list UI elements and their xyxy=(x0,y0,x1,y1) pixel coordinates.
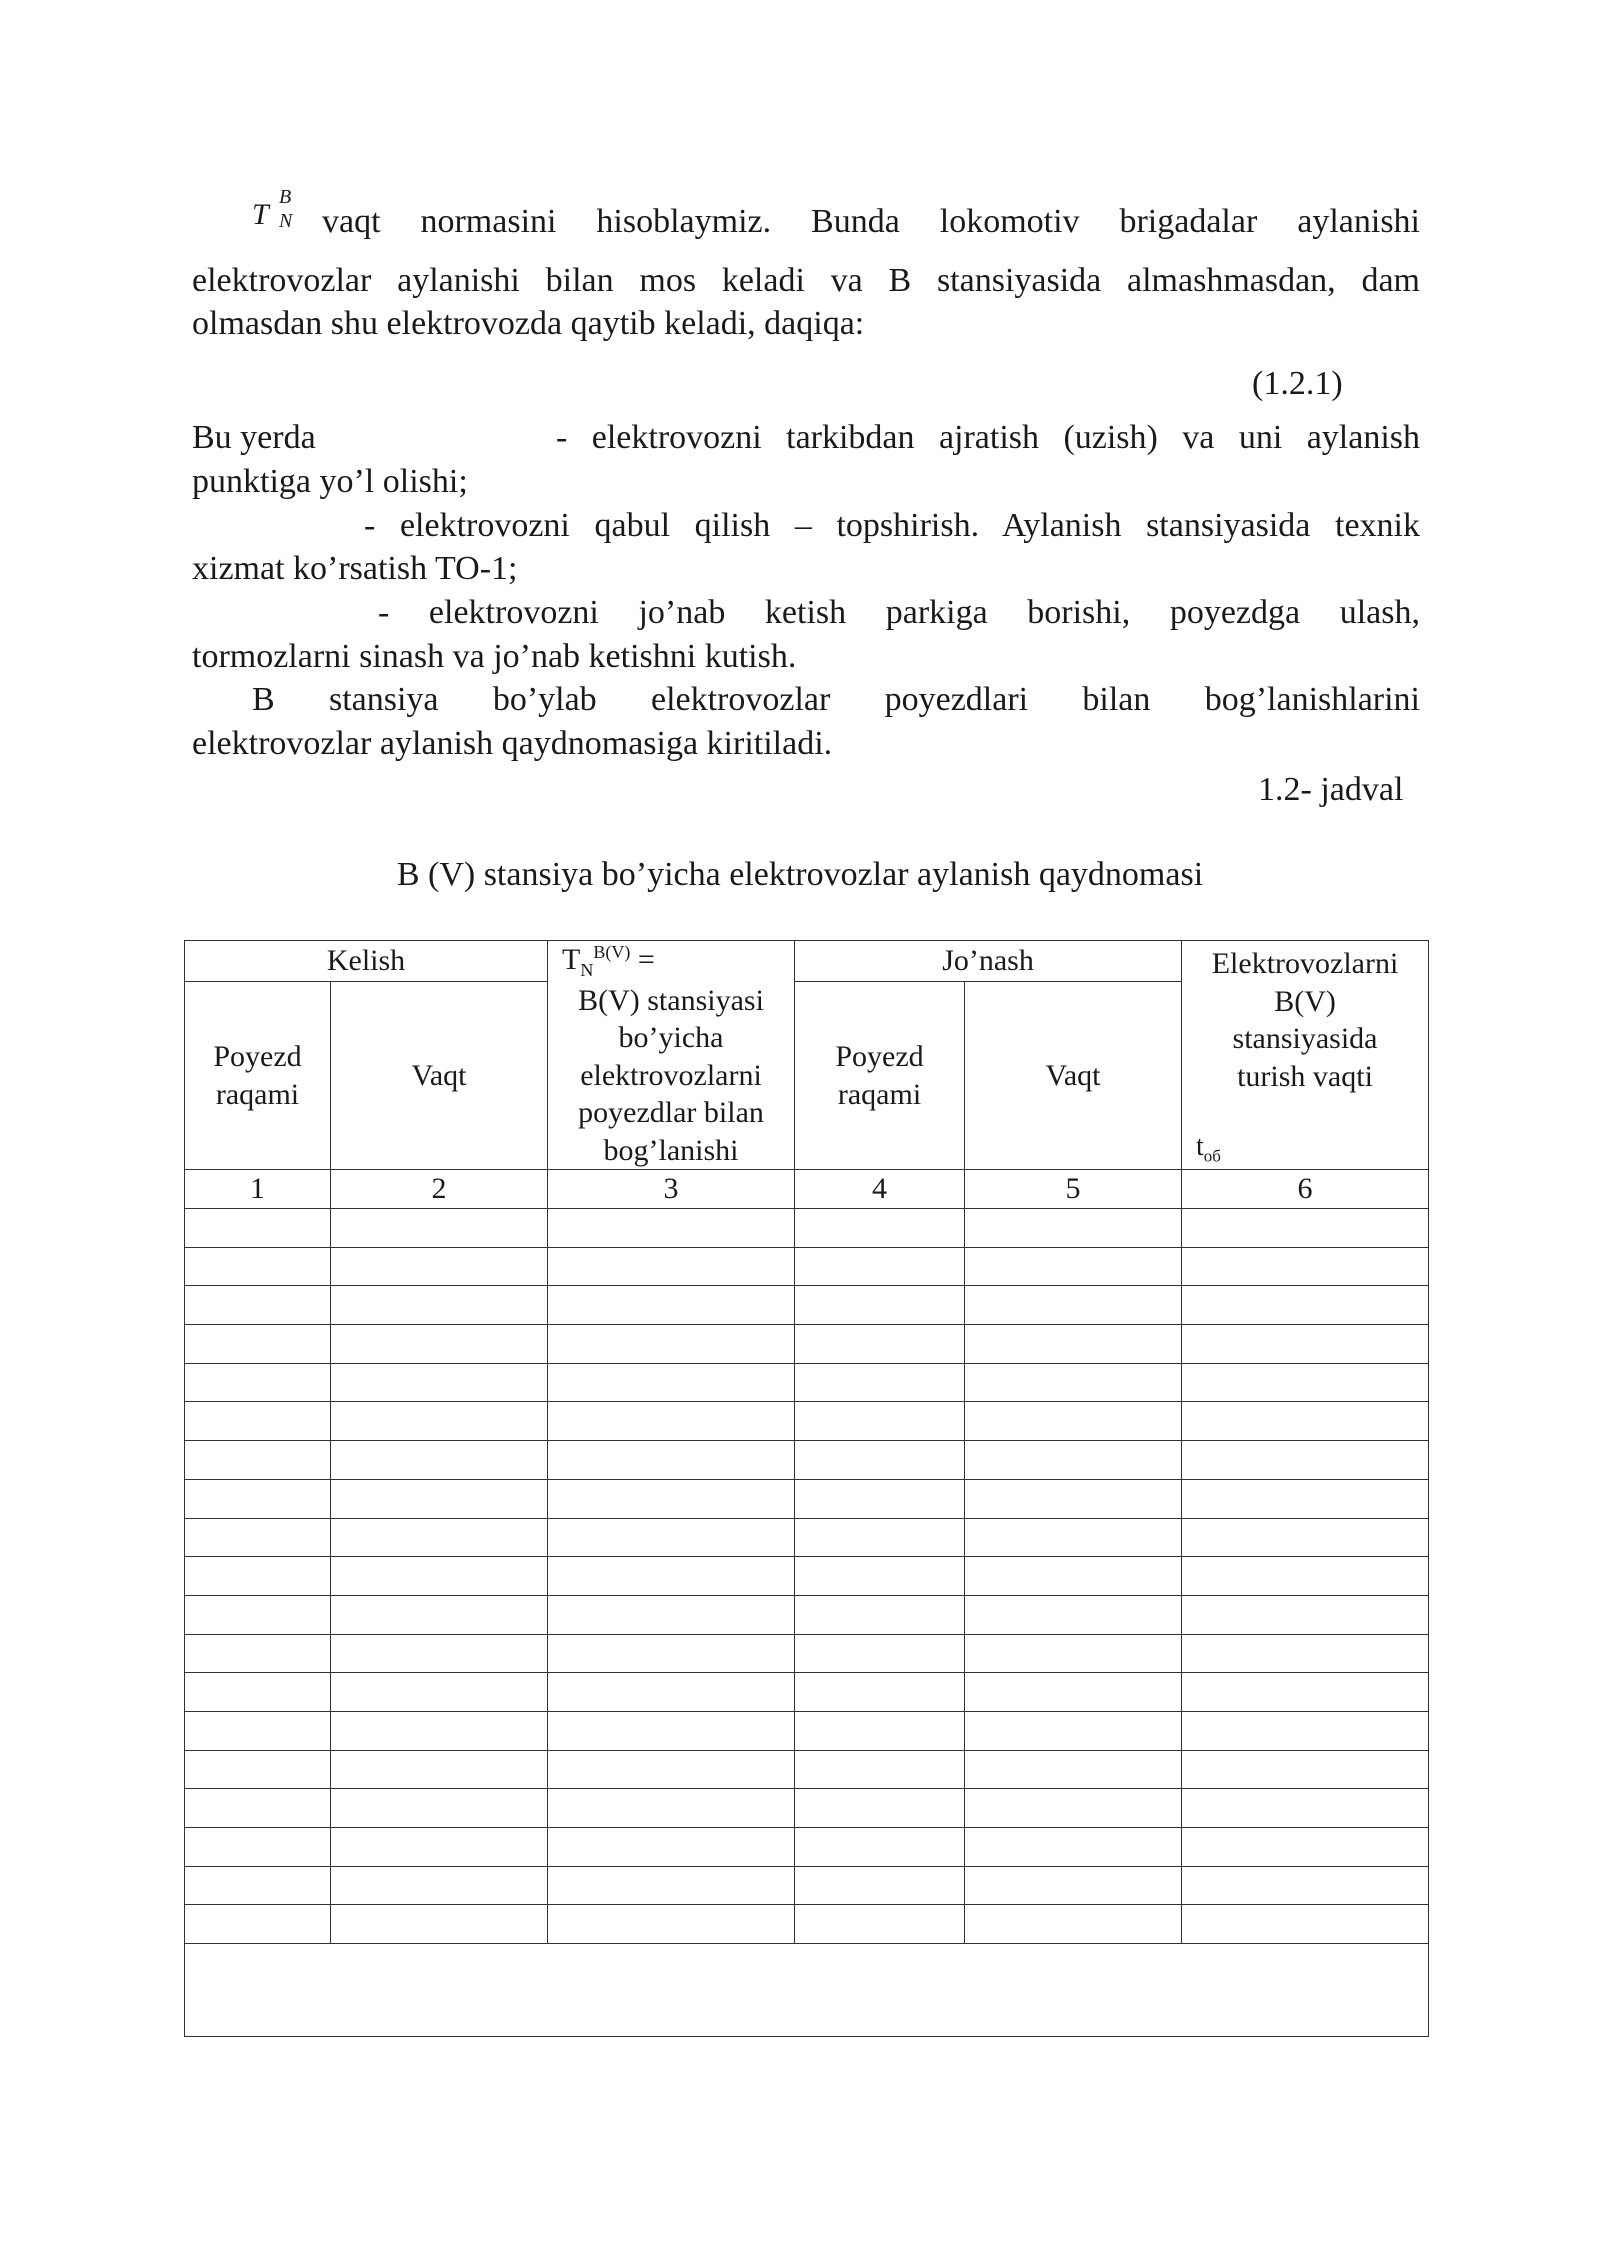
table-row xyxy=(185,1828,1429,1867)
table-label: 1.2- jadval xyxy=(1258,771,1404,808)
header-col3: B(V) stansiyasi bo’yicha elektrovozlarni poyezdlar bilan bog’lanishi xyxy=(548,982,795,1170)
table-row xyxy=(185,1479,1429,1518)
table-cell[interactable] xyxy=(795,1711,965,1750)
table-cell[interactable] xyxy=(331,1711,548,1750)
table-cell[interactable] xyxy=(331,1866,548,1905)
table-cell[interactable] xyxy=(795,1789,965,1828)
table-cell[interactable] xyxy=(965,1325,1182,1364)
paragraph1-line1: vaqt normasini hisoblaymiz. Bunda lokomotiv brigadalar aylanishi xyxy=(322,203,1420,240)
table-cell[interactable] xyxy=(185,1518,331,1557)
table-cell[interactable] xyxy=(965,1711,1182,1750)
table-cell[interactable] xyxy=(185,1402,331,1441)
where-prefix: Bu yerda xyxy=(192,419,316,456)
where-item2-line2: xizmat ko’rsatish TO-1; xyxy=(192,550,518,587)
table-cell[interactable] xyxy=(548,1479,795,1518)
table-row xyxy=(185,1363,1429,1402)
table-cell[interactable] xyxy=(331,1557,548,1596)
table-cell[interactable] xyxy=(548,1789,795,1828)
header-jonash: Jo’nash xyxy=(795,941,1182,982)
table-cell[interactable] xyxy=(548,1866,795,1905)
table-row xyxy=(185,1789,1429,1828)
table-cell[interactable] xyxy=(1182,1595,1429,1634)
table-cell[interactable] xyxy=(965,1518,1182,1557)
header-col5: Vaqt xyxy=(965,982,1182,1170)
table-cell[interactable] xyxy=(795,1557,965,1596)
table-cell[interactable] xyxy=(548,1905,795,1944)
table-cell[interactable] xyxy=(965,1595,1182,1634)
table-cell[interactable] xyxy=(965,1905,1182,1944)
where-item3-line2: tormozlarni sinash va jo’nab ketishni kutish. xyxy=(192,638,797,675)
table-cell[interactable] xyxy=(795,1286,965,1325)
table-cell[interactable] xyxy=(795,1518,965,1557)
table-row xyxy=(185,1750,1429,1789)
table-cell[interactable] xyxy=(795,1634,965,1673)
table-cell[interactable] xyxy=(795,1750,965,1789)
table-row xyxy=(185,1673,1429,1712)
table-cell[interactable] xyxy=(331,1789,548,1828)
table-cell[interactable] xyxy=(1182,1557,1429,1596)
table-cell[interactable] xyxy=(965,1789,1182,1828)
table-cell[interactable] xyxy=(965,1209,1182,1248)
table-cell[interactable] xyxy=(185,1247,331,1286)
table-cell[interactable] xyxy=(185,1673,331,1712)
table-cell[interactable] xyxy=(1182,1209,1429,1248)
table-row xyxy=(185,1905,1429,1944)
where-item1-line1: - elektrovozni tarkibdan ajratish (uzish) va uni aylanish xyxy=(556,419,1420,456)
table-cell[interactable] xyxy=(548,1750,795,1789)
table-cell[interactable] xyxy=(795,1673,965,1712)
where-item2-line1: - elektrovozni qabul qilish – topshirish. Aylanish stansiyasida texnik xyxy=(364,507,1420,544)
table-cell[interactable] xyxy=(1182,1634,1429,1673)
table-cell[interactable] xyxy=(331,1247,548,1286)
header-col6-symbol: $t_{об}$ xyxy=(1196,1131,1221,1166)
table-footer-row xyxy=(185,1944,1429,2037)
table-cell[interactable] xyxy=(185,1711,331,1750)
table-cell[interactable] xyxy=(548,1595,795,1634)
header-col1: Poyezd raqami xyxy=(185,982,331,1170)
table-row xyxy=(185,1441,1429,1480)
table-cell[interactable] xyxy=(1182,1286,1429,1325)
table-cell[interactable] xyxy=(548,1286,795,1325)
header-tn: $T_N^{B(V)}$ = xyxy=(548,941,795,982)
table-cell[interactable] xyxy=(548,1673,795,1712)
table-cell[interactable] xyxy=(185,1634,331,1673)
table-cell[interactable] xyxy=(331,1828,548,1867)
table-cell[interactable] xyxy=(548,1634,795,1673)
table-cell[interactable] xyxy=(965,1866,1182,1905)
table-cell[interactable] xyxy=(1182,1905,1429,1944)
table-cell[interactable] xyxy=(1182,1479,1429,1518)
table-cell[interactable] xyxy=(965,1828,1182,1867)
table-cell[interactable] xyxy=(185,1363,331,1402)
table-row xyxy=(185,1711,1429,1750)
table-row xyxy=(185,1866,1429,1905)
table-cell[interactable] xyxy=(548,1325,795,1364)
table-cell[interactable] xyxy=(331,1595,548,1634)
table-cell[interactable] xyxy=(795,1247,965,1286)
column-number: 5 xyxy=(965,1170,1182,1209)
table-row xyxy=(185,1595,1429,1634)
table-row xyxy=(185,1402,1429,1441)
table-cell[interactable] xyxy=(331,1209,548,1248)
table-cell[interactable] xyxy=(331,1750,548,1789)
table-cell[interactable] xyxy=(965,1479,1182,1518)
table-cell[interactable] xyxy=(548,1247,795,1286)
column-number: 2 xyxy=(331,1170,548,1209)
table-cell[interactable] xyxy=(548,1518,795,1557)
table-cell[interactable] xyxy=(185,1441,331,1480)
table-cell[interactable] xyxy=(185,1750,331,1789)
table-row xyxy=(185,1286,1429,1325)
table-cell[interactable] xyxy=(965,1286,1182,1325)
table-cell[interactable] xyxy=(795,1441,965,1480)
table-cell[interactable] xyxy=(1182,1518,1429,1557)
table-cell[interactable] xyxy=(185,1866,331,1905)
header-col2: Vaqt xyxy=(331,982,548,1170)
table-cell[interactable] xyxy=(795,1828,965,1867)
paragraph1-line3: olmasdan shu elektrovozda qaytib keladi, daqiqa: xyxy=(192,305,865,342)
column-number: 1 xyxy=(185,1170,331,1209)
table-cell[interactable] xyxy=(795,1363,965,1402)
table-cell[interactable] xyxy=(331,1441,548,1480)
table-cell[interactable] xyxy=(795,1325,965,1364)
table-cell[interactable] xyxy=(795,1905,965,1944)
table-footer-cell[interactable] xyxy=(185,1944,1429,2037)
table-cell[interactable] xyxy=(548,1402,795,1441)
rotation-table xyxy=(184,940,1429,2037)
column-number: 6 xyxy=(1182,1170,1429,1209)
table-cell[interactable] xyxy=(185,1789,331,1828)
where-item3-line1: - elektrovozni jo’nab ketish parkiga borishi, poyezdga ulash, xyxy=(378,594,1420,631)
table-cell[interactable] xyxy=(331,1325,548,1364)
table-cell[interactable] xyxy=(795,1866,965,1905)
table-row xyxy=(185,1557,1429,1596)
table-cell[interactable] xyxy=(1182,1363,1429,1402)
table-cell[interactable] xyxy=(965,1557,1182,1596)
table-cell[interactable] xyxy=(965,1750,1182,1789)
column-number: 3 xyxy=(548,1170,795,1209)
table-cell[interactable] xyxy=(548,1209,795,1248)
header-kelish: Kelish xyxy=(185,941,548,982)
table-cell[interactable] xyxy=(548,1557,795,1596)
paragraph1-line2: elektrovozlar aylanishi bilan mos keladi va B stansiyasida almashmasdan, dam xyxy=(192,262,1420,299)
table-cell[interactable] xyxy=(548,1363,795,1402)
table-cell[interactable] xyxy=(965,1402,1182,1441)
table-cell[interactable] xyxy=(548,1828,795,1867)
table-cell[interactable] xyxy=(1182,1866,1429,1905)
table-cell[interactable] xyxy=(1182,1441,1429,1480)
table-cell[interactable] xyxy=(965,1673,1182,1712)
table-cell[interactable] xyxy=(965,1363,1182,1402)
table-title: B (V) stansiya bo’yicha elektrovozlar aylanish qaydnomasi xyxy=(396,856,1204,893)
table-cell[interactable] xyxy=(795,1209,965,1248)
header-col4: Poyezd raqami xyxy=(795,982,965,1170)
table-cell[interactable] xyxy=(185,1286,331,1325)
table-cell[interactable] xyxy=(331,1363,548,1402)
table-cell[interactable] xyxy=(185,1828,331,1867)
table-row xyxy=(185,1325,1429,1364)
column-number: 4 xyxy=(795,1170,965,1209)
table-cell[interactable] xyxy=(1182,1789,1429,1828)
table-row xyxy=(185,1247,1429,1286)
table-row xyxy=(185,1209,1429,1248)
table-cell[interactable] xyxy=(548,1711,795,1750)
table-cell[interactable] xyxy=(965,1634,1182,1673)
table-cell[interactable] xyxy=(1182,1402,1429,1441)
table-cell[interactable] xyxy=(331,1479,548,1518)
table-cell[interactable] xyxy=(795,1595,965,1634)
table-cell[interactable] xyxy=(331,1905,548,1944)
table-cell[interactable] xyxy=(331,1518,548,1557)
table-cell[interactable] xyxy=(331,1402,548,1441)
paragraph2-line2: elektrovozlar aylanish qaydnomasiga kiritiladi. xyxy=(192,725,833,762)
table-cell[interactable] xyxy=(795,1402,965,1441)
table-cell[interactable] xyxy=(548,1441,795,1480)
table-cell[interactable] xyxy=(965,1247,1182,1286)
table-cell[interactable] xyxy=(795,1479,965,1518)
table-cell[interactable] xyxy=(185,1905,331,1944)
table-cell[interactable] xyxy=(1182,1711,1429,1750)
table-row xyxy=(185,1518,1429,1557)
table-cell[interactable] xyxy=(331,1286,548,1325)
table-cell[interactable] xyxy=(965,1441,1182,1480)
table-cell[interactable] xyxy=(185,1479,331,1518)
formula-number: (1.2.1) xyxy=(1252,365,1343,402)
table-cell[interactable] xyxy=(1182,1325,1429,1364)
table-cell[interactable] xyxy=(1182,1828,1429,1867)
table-cell[interactable] xyxy=(1182,1750,1429,1789)
paragraph2-line1: B stansiya bo’ylab elektrovozlar poyezdlari bilan bog’lanishlarini xyxy=(252,681,1420,718)
table-cell[interactable] xyxy=(1182,1247,1429,1286)
header-col6-title: Elektrovozlarni B(V) stansiyasida turish vaqti xyxy=(1211,947,1399,1093)
where-item1-line2: punktiga yo’l olishi; xyxy=(192,463,468,500)
table-cell[interactable] xyxy=(1182,1673,1429,1712)
table-cell[interactable] xyxy=(185,1557,331,1596)
table-cell[interactable] xyxy=(331,1634,548,1673)
header-col6 xyxy=(1182,941,1429,1170)
table-cell[interactable] xyxy=(185,1325,331,1364)
table-row xyxy=(185,1634,1429,1673)
table-cell[interactable] xyxy=(185,1209,331,1248)
table-cell[interactable] xyxy=(331,1673,548,1712)
table-cell[interactable] xyxy=(185,1595,331,1634)
column-number-row xyxy=(185,1170,1429,1209)
tn-symbol: T B N xyxy=(252,186,293,232)
